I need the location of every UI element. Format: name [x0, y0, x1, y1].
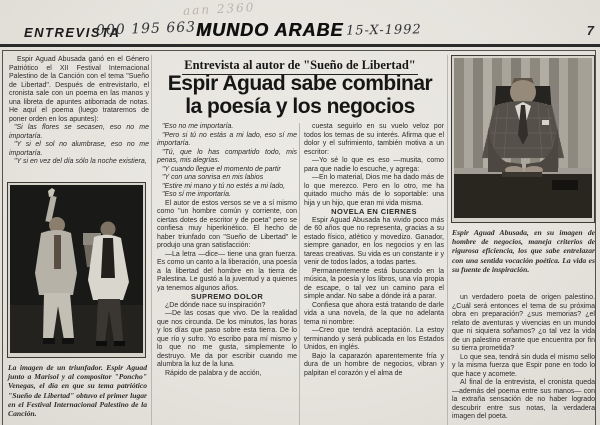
stage-photo-caption: La imagen de un triunfador. Espir Aguad junto a Marisol y al compositor "Poncho" Venegas, el día en que su tema patriótico "Sueño de Libertad" obtuvo el primer lugar en el Festival Internacional Palestino de la Canción.: [8, 363, 147, 419]
poem-line: "Eso sí me importaría.: [162, 191, 232, 198]
body-paragraph: Al final de la entrevista, el cronista queda —además del poema entre sus manos— con la extraña sensación de no haber logrado descubrir entre sus notas, la verdadera imagen del poeta.: [452, 379, 595, 420]
poem-line: "Estire mi mano y tú no estés a mi lado,: [162, 182, 286, 190]
headline-line2: la poesía y los negocios: [185, 95, 415, 118]
handwritten-date: 15-X-1992: [345, 22, 422, 39]
body-paragraph: —La letra —dice— tiene una gran fuerza. Es como un canto a la liberación, una poesía a la libertad del hombre en la tierra de Palestina. Le gustó a la juventud y a quienes ya tenemos algunos años.: [157, 250, 297, 292]
poem-line: "Y cuando llegue el momento de partir: [162, 165, 281, 173]
poem-line: "Pero si tú no estás a mi lado, eso sí me importaría.: [157, 131, 297, 147]
intro-paragraph: Espir Aguad Abusada ganó en el Género Patriótico el XII Festival Internacional Palestino de la Canción con el tema "Sueño de Libertad". Después de entrevistarlo, el cronista sale con un poema en las manos y una libreta de apuntes atiborrada de notas. He aquí el poema (luego trataremos de poner orden en los apuntes):: [9, 56, 149, 123]
body-paragraph: El autor de estos versos se ve a sí mismo como "un hombre común y corriente, con ciertas dotes de escritor y de poeta" pero se confiesa muy hiperkinético. El hecho de haber triunfado con "Sueño de Libertad" le produjo una gran satisfacción:: [157, 199, 297, 249]
body-paragraph: Rápido de palabra y de acción,: [165, 369, 262, 377]
body-paragraph: Confiesa que ahora está tratando de darle vida a una novela, de la que no adelanta tema ni nombre:: [304, 301, 444, 326]
body-column-a: [157, 123, 297, 378]
body-column-right: [452, 294, 595, 422]
body-column-b: [304, 123, 444, 378]
handwritten-archive-code: 000 195 663: [95, 19, 197, 39]
pencil-annotation: aan 2360: [182, 0, 256, 18]
intro-column: [9, 56, 149, 167]
body-paragraph: —En lo material, Dios me ha dado más de lo que merezco. Pero en lo otro, me ha quitado mucho más de lo soportable: una hija y un hijo, que eran mi vida misma.: [304, 174, 444, 207]
poem-line: "Si las flores se secasen, eso no me importaría.: [9, 124, 149, 140]
office-photo-art: [454, 58, 592, 218]
headline-line1: Espir Aguad sabe combinar: [167, 72, 433, 95]
column-divider: [447, 55, 448, 425]
body-paragraph: —De las cosas que vivo. De la realidad que nos circunda. De los minutos, las horas y los días que paso sobre esta tierra. De lo que río y sufro. Yo escribo para mí mismo y lo que no me gusta, simplemente lo destruyo. Me da por escribir cuando me alumbra la luz de la luna.: [157, 310, 297, 368]
stage-photo-art: [10, 185, 143, 353]
article-kicker: Entrevista al autor de "Sueño de Libertad": [182, 58, 418, 75]
column-divider: [299, 123, 300, 425]
body-paragraph: Lo que sea, tendrá sin duda el mismo sello y la misma fuerza que Espir pone en todo lo que hace y acomete.: [452, 353, 595, 378]
subheading-supremo-dolor: SUPREMO DOLOR: [190, 292, 264, 301]
body-paragraph: Bajo la caparazón aparentemente fría y dura de un hombre de negocios, vibran y palpitan el corazón y el alma de: [304, 352, 444, 377]
body-paragraph: —Creo que tendrá aceptación. La estoy terminando y será publicada en los Estados Unidos, en inglés.: [304, 327, 444, 351]
body-paragraph: —Yo sé lo que es eso —musita, como para que nadie lo escuche, y agrega:: [304, 157, 444, 173]
poem-line: "Y con una sonrisa en mis labios: [162, 174, 264, 181]
stage-photo: [7, 182, 146, 358]
poem-line: "Eso no me importaría.: [162, 123, 234, 130]
article-frame: [2, 50, 596, 425]
page-number: 7: [586, 23, 594, 38]
poem-line: "Tú, que lo has compartido todo, mis penas, mis alegrías.: [157, 148, 297, 164]
section-label: ENTREVISTA: [24, 25, 121, 40]
body-paragraph: Permanentemente está buscando en la música, la poesía y los libros, una vía propia de escape, o tal vez un camino para el simple andar. No sabe a dónde irá a parar.: [304, 267, 444, 300]
subheading-novela-en-ciernes: NOVELA EN CIERNES: [331, 207, 417, 216]
office-photo-caption: Espir Aguad Abusada, en su imagen de hombre de negocios, maneja criterios de rigurosa eficiencia, los que sabe entrelazar con una sentida vocación poética. La vida es su fuente de inspiración.: [452, 228, 595, 274]
poem-line: "Y si en vez del día sólo la noche existiera,: [14, 158, 147, 165]
poem-line: "Y si el sol no alumbrase, eso no me importaría.: [9, 141, 149, 157]
body-paragraph: ¿De dónde nace su inspiración?: [165, 301, 266, 309]
article-headline: [154, 72, 446, 118]
body-paragraph: Espir Aguad Abusada ha vivido poco más de 60 años que no representa, gracias a su estado físico, atlético y movedizo. Ganador, siempre ganador, en los negocios y en las tareas creativas. Su vida es un constante ir y venir de todos lados, a todas partes.: [304, 216, 444, 266]
body-paragraph: cuesta seguirlo en su vuelo veloz por todos los temas de su interés. Afirma que el dolor y el sufrimiento, también motiva a un escritor:: [304, 123, 444, 156]
body-paragraph: un verdadero poeta de origen palestino. ¿Cuál será entonces el tema de su próxima obra en preparación? ¿sus memorias? ¿el relato de aventuras y vivencias en un mundo que ni siquiera soñamos? ¿o tal vez la vida de un palestino errante que encuentra por fin su tierra prometida?: [452, 294, 595, 352]
publication-masthead: MUNDO ARABE: [196, 20, 344, 40]
office-photo: [451, 55, 595, 223]
header-rule: [0, 44, 600, 47]
column-divider: [151, 55, 152, 425]
